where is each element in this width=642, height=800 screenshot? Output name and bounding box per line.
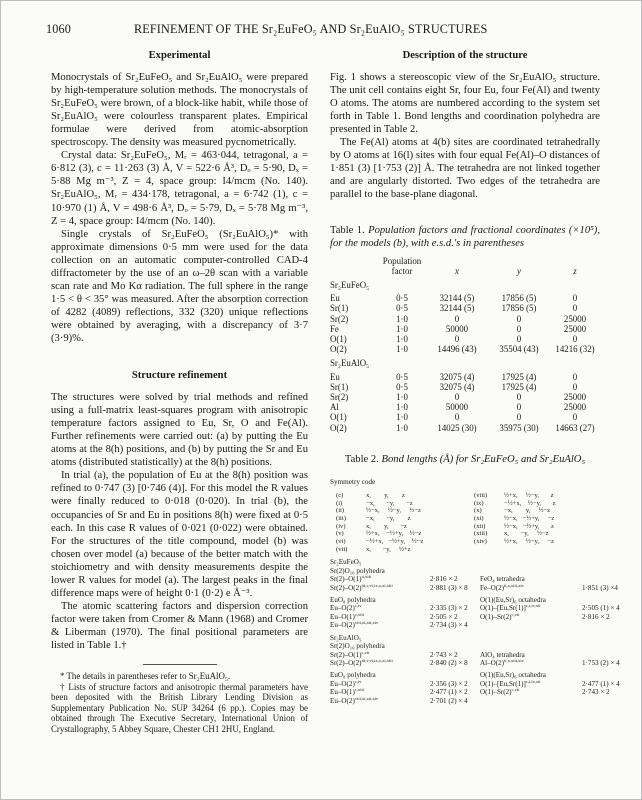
bond-section-al: Sr₂EuAlO₅ Sr(2)O₁₀ polyhedra $Sr(2)-O(1)^{c,vii}$ 2·743 × 2 AlO₄ tetrahedra $Sr(2)-O(2)^{iii,v,vi,ix,x,xi,xiii}$ 2·840 (2) × 8 $Al-O(2)^{ii,x,xiii,xiv}$ 1·753 (2) × 4 EuO₈ polyhedra O(1)(Eu,Sr)₆ octahedra $Eu-O(2)^{c,iv}$ 2·356 (3) × 2 $O(1)-[Eu,Sr(1)]^{c,i,iv,xii}$ 2·477 (1) × 4 $Eu-O(1)^{c,xiii}$ 2·477 (1) × 2 $O(1)-Sr(2)^{c,vii}$ 2·743 × 2 $Eu-O(2)^{viii,xi,xii,xiv}$ 2·701 (2) × 4 bbox=[330, 633, 620, 705]
table-row: $Eu-O(2)^{c,iv}$ 2·335 (3) × 2 $O(1)-[Eu,Sr(1)]^{c,i,iv,xii}$ 2·505 (1) × 4 bbox=[330, 603, 620, 613]
bond-lengths bbox=[330, 558, 620, 705]
table-row: Fe 1·0 50000 0 25000 bbox=[330, 323, 587, 334]
table1-group-fe: Sr₂EuFeO₅ bbox=[330, 279, 370, 290]
col-z: z bbox=[573, 265, 577, 276]
table1 bbox=[330, 256, 600, 433]
table1-caption-text: Population factors and fractional coordinates (×10⁵), for the models (b), with e.s.d.'s in parentheses bbox=[330, 224, 600, 249]
footnote-dagger: † Lists of structure factors and anisotropic thermal parameters have been deposited with the British Library Lending Division as Supplementary Publication No. SUP 34264 (6 pp.). Copies may be obtained through The Executive Secretary, International Union of Crystallography, 5 Abbey Square, Chester CH1 2HU, England. bbox=[51, 681, 308, 734]
refinement-paragraph-1: The structures were solved by trial methods and refined using a full-matrix least-squares program with anisotropic temperature factors assigned to Eu, Sr, O and Fe(Al). Further refinements were carried out: (a) by putting the Eu atoms at the 8(h) positions, and (b) by putting the Sr and Eu atoms (distributed statistically) at the 8(h) positions. bbox=[51, 392, 308, 469]
footnote-asterisk: * The details in parentheses refer to Sr₂EuAlO₅. bbox=[60, 671, 231, 682]
table-row: Sr(2) 1·0 0 0 25000 bbox=[330, 391, 587, 402]
bond-section-fe: Sr₂EuFeO₅ Sr(2)O₁₀ polyhedra $Sr(2)-O(1)^{ii,xiii}$ 2·816 × 2 FeO₄ tetrahedra $Sr(2)-O(2)^{iii,v,vi,ix,x,xi,xiii}$ 2·881 (3) × 8 $Fe-O(2)^{ii,x,xiii,xiv}$ 1·851 (3) ×4 EuO₈ polyhedra O(1)(Eu,Sr)₆ octahedra $Eu-O(2)^{c,iv}$ 2·335 (3) × 2 $O(1)-[Eu,Sr(1)]^{c,i,iv,xii}$ 2·505 (1) × 4 $Eu-O(1)^{c,xiii}$ 2·505 × 2 $O(1)-Sr(2)^{c,vii}$ 2·816 × 2 $Eu-O(2)^{viii,xi,xii,xiv}$ 2·734 (3) × 4 bbox=[330, 558, 620, 630]
description-paragraph-2: The Fe(Al) atoms at 4(b) sites are coordinated tetrahedrally by O atoms at 16(l) sites with four equal Fe(Al)–O distances of 1·851 (3) [1·753 (2)] Å. The tetrahedra are not linked together and are angularly distorted. Two edges of the tetrahedra are parallel to the base-plane diagonal. bbox=[330, 137, 600, 201]
left-column bbox=[51, 49, 308, 735]
running-title: REFINEMENT OF THE Sr₂EuFeO₅ AND Sr₂EuAlO₅ STRUCTURES bbox=[134, 22, 488, 36]
table-row: Sr(1) 0·5 32075 (4) 17925 (4) 0 bbox=[330, 381, 578, 392]
table2-caption-text: Bond lengths (Å) for Sr₂EuFeO₅ and Sr₂EuAlO₅ bbox=[381, 453, 586, 465]
table-row: Eu 0·5 32144 (5) 17856 (5) 0 bbox=[330, 293, 578, 304]
table2-label: Table 2. bbox=[344, 453, 379, 465]
footnote-divider bbox=[143, 664, 217, 665]
table2-caption bbox=[330, 453, 600, 466]
table-row: $Sr(2)-O(1)^{ii,xiii}$ 2·816 × 2 FeO₄ tetrahedra bbox=[330, 574, 525, 584]
data-collection-paragraph: Single crystals of Sr₂EuFeO₅ (Sr₂EuAlO₅)* with approximate dimensions 0·5 mm were used for the data collection on an automatic computer-controlled CAD-4 diffractometer by the use of an ω–2θ scan with a variable scan rate and Mo Kα radiation. The full sphere in the range 1·5 < θ < 35° was measured. After the absorption correction of 4282 (4089) reflections, 332 (320) unique reflections were obtained by averaging, with a discrepancy of 3·7 (3·9)%. bbox=[51, 228, 308, 344]
table-row: O(2) 1·0 14025 (30) 35975 (30) 14663 (27) bbox=[330, 422, 595, 433]
refinement-paragraph-2: In trial (a), the population of Eu at the 8(h) position was refined to 0·747 (3) [0·746 (4)]. For this model the R values were finally reduced to 0·018 (0·020). In trial (b), the occupancies of Sr and Eu in positions 8(h) were fixed at 0·5 each. In this case R values of 0·021 (0·022) were obtained. For the structures of the title compound, model (b) was chosen over model (a) because of the better match with the stoichiometry and with density measurements despite the lower R values for model (a). The largest peaks in the final difference maps were of height 0·1 (0·2) e Å⁻³. bbox=[51, 470, 308, 599]
table1-header-row bbox=[330, 256, 600, 276]
table-row: O(1) 1·0 0 0 0 bbox=[330, 412, 578, 423]
page-number: 1060 bbox=[46, 22, 71, 36]
table-row: Sr(1) 0·5 32144 (5) 17856 (5) 0 bbox=[330, 303, 578, 314]
table-row: Sr(2) 1·0 0 0 25000 bbox=[330, 313, 587, 324]
refinement-heading: Structure refinement bbox=[131, 370, 228, 382]
symmetry-code-list: (c) x, y, z (viii) ½+x, ½−y, z (i) −x, −y, −z (ix) −½+x, ½−y, z (ii) ½−x, ½−y, ½−z (x) −x, y, ½−z (iii) −x, −y, z (xi) ½−x, −½+y, −z (iv) x, y, −z (xii) ½−x, −½+y, z (v) ½+x, −½+y, ½−z (xiii) x, −y, ½−z (vi) −½+x, −½+y, ½−z (xiv) ½+x, ½−y, −z (vii) x, −y, ½+z bbox=[336, 491, 556, 553]
crystal-data-paragraph: Crystal data: Sr₂EuFeO₅, Mᵣ = 463·044, tetragonal, a = 6·812 (3), c = 11·263 (3) Å, V = 522·6 Å³, Dₒ = 5·90, Dₓ = 5·88 Mg m⁻³, Z = 4, space group: I4/mcm (No. 140). Sr₂EuAlO₅, Mᵣ = 434·178, tetragonal, a = 6·742 (1), c = 10·970 (1) Å, V = 498·6 Å³, Dₒ = 5·79, Dₓ = 5·78 Mg m⁻³, Z = 4, space group: I4/mcm (No. 140). bbox=[51, 150, 308, 227]
table-row: $Eu-O(1)^{c,xiii}$ 2·477 (1) × 2 $O(1)-Sr(2)^{c,vii}$ 2·743 × 2 bbox=[330, 687, 610, 697]
table-row: $Eu-O(1)^{c,xiii}$ 2·505 × 2 $O(1)-Sr(2)^{c,vii}$ 2·816 × 2 bbox=[330, 611, 610, 621]
description-heading: Description of the structure bbox=[402, 50, 528, 61]
table-row: $Eu-O(2)^{c,iv}$ 2·356 (3) × 2 $O(1)-[Eu,Sr(1)]^{c,i,iv,xii}$ 2·477 (1) × 4 bbox=[330, 678, 620, 688]
right-column bbox=[330, 49, 620, 705]
refinement-paragraph-3: The atomic scattering factors and dispersion correction factor were taken from Cromer & Mann (1968) and Cromer & Liberman (1970). The final positional parameters are listed in Table 1.† bbox=[51, 600, 308, 651]
table-row: O(1) 1·0 0 0 0 bbox=[330, 333, 578, 344]
table-row: $Sr(2)-O(2)^{iii,v,vi,ix,x,xi,xiii}$ 2·881 (3) × 8 $Fe-O(2)^{ii,x,xiii,xiv}$ 1·851 (3) ×4 bbox=[330, 582, 618, 592]
table1-label: Table 1. bbox=[330, 224, 365, 236]
table-row: $Eu-O(2)^{viii,xi,xii,xiv}$ 2·734 (3) × 4 bbox=[330, 620, 468, 630]
experimental-heading: Experimental bbox=[148, 50, 211, 61]
table-row: $Sr(2)-O(1)^{c,vii}$ 2·743 × 2 AlO₄ tetrahedra bbox=[330, 649, 525, 659]
table-row: $Eu-O(2)^{viii,xi,xii,xiv}$ 2·701 (2) × 4 bbox=[330, 695, 468, 705]
col-y: y bbox=[517, 265, 521, 276]
experimental-paragraph-1: Monocrystals of Sr₂EuFeO₅ and Sr₂EuAlO₅ were prepared by high-temperature solution methods. The monocrystals of Sr₂EuFeO₅ were brown, of a block-like habit, while those of Sr₂EuAlO₅ were colourless transparent plates. Empirical formulae were derived from atomic-absorption spectroscopy. The density was measured pycnometrically. bbox=[51, 72, 308, 149]
table-row: Al 1·0 50000 0 25000 bbox=[330, 402, 587, 413]
symmetry-code-title: Symmetry code bbox=[330, 477, 376, 486]
table1-caption bbox=[330, 224, 600, 250]
table-row: Eu 0·5 32075 (4) 17925 (4) 0 bbox=[330, 371, 578, 382]
table-row: $Sr(2)-O(2)^{iii,v,vi,ix,x,xi,xiii}$ 2·840 (2) × 8 $Al-O(2)^{ii,x,xiii,xiv}$ 1·753 (2) × 4 bbox=[330, 657, 620, 667]
description-paragraph-1: Fig. 1 shows a stereoscopic view of the Sr₂EuAlO₅ structure. The unit cell contains eight Sr, four Eu, four Fe(Al) and twenty O atoms. The atoms are numbered according to the system set forth in Table 1. Bond lengths and coordination polyhedra are presented in Table 2. bbox=[330, 72, 600, 136]
table-row: O(2) 1·0 14496 (43) 35504 (43) 14216 (32) bbox=[330, 344, 595, 355]
col-population-factor: Population factor bbox=[382, 255, 422, 276]
footnotes bbox=[51, 671, 308, 735]
col-x: x bbox=[455, 265, 459, 276]
table1-group-al: Sr₂EuAlO₅ bbox=[330, 358, 370, 369]
